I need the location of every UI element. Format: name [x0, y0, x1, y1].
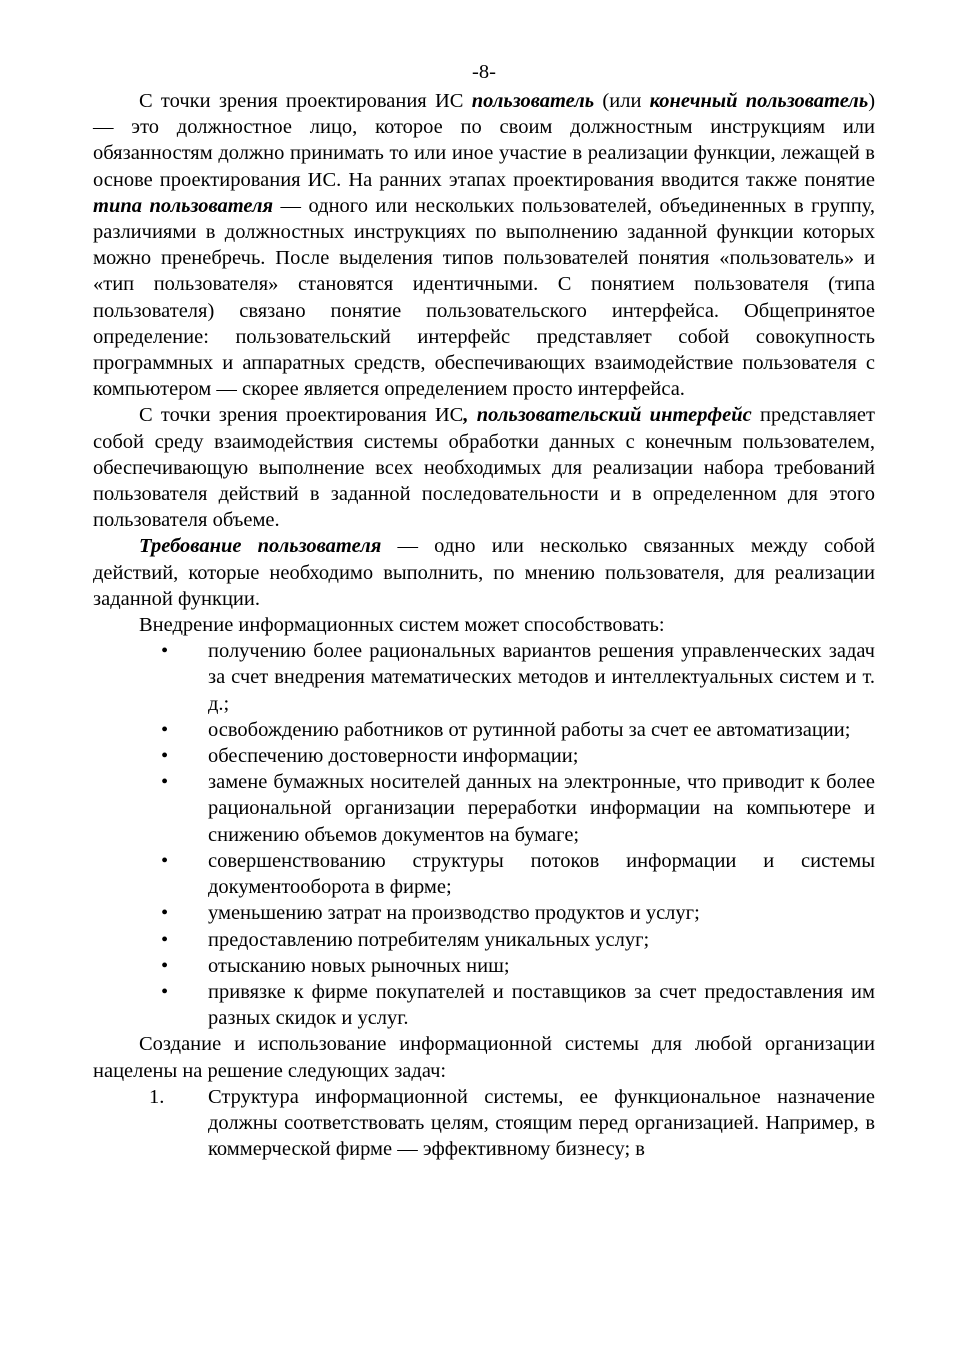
benefits-list	[93, 638, 875, 1031]
term-user-requirement: Требование пользователя	[139, 535, 382, 558]
list-item-text: получению более рациональных вариантов решения управленческих задач за счет внедрения математических методов и интеллектуальных систем и т. д.;	[208, 640, 875, 715]
page-number: -8-	[472, 61, 496, 83]
text: — одного или нескольких пользователей, объединенных в группу, различиями в должностных инструкциях по выполнению заданной функции которых можно пренебречь. После выделения типов пользователей понятия «пользователь» и «тип пользователя» становятся идентичными. С понятием пользователя (типа пользователя) связано понятие пользовательского интерфейса. Общепринятое определение: пользовательский интерфейс представляет собой совокупность программных и аппаратных средств, обеспечивающих взаимодействие пользователя с компьютером — скорее является определением просто интерфейса.	[93, 194, 875, 401]
text: С точки зрения проектирования ИС	[139, 404, 464, 427]
list-item	[93, 953, 875, 979]
list-item	[93, 848, 875, 900]
bullet-marker: •	[161, 954, 169, 977]
tasks-list	[93, 1084, 875, 1163]
text: С точки зрения проектирования ИС	[139, 90, 472, 112]
task-number: 1.	[149, 1085, 165, 1108]
list-item-text: привязке к фирме покупателей и поставщиков за счет предоставления им разных скидок и услуг.	[208, 980, 875, 1030]
list-item	[93, 717, 875, 743]
list-item-text: Структура информационной системы, ее функциональное назначение должны соответствовать целям, стоящим перед организацией. Например, в коммерческой фирме — эффективному бизнесу; в	[208, 1085, 875, 1161]
text: (или	[594, 90, 650, 112]
list-item-text: совершенствованию структуры потоков информации и системы документооборота в фирме;	[208, 849, 875, 899]
list-item	[93, 900, 875, 926]
bullet-marker: •	[161, 928, 169, 951]
list-item-text: предоставлению потребителям уникальных услуг;	[208, 928, 650, 951]
list-item	[93, 979, 875, 1031]
list-item	[93, 927, 875, 953]
list-item-text: отысканию новых рыночных ниш;	[208, 954, 510, 977]
document-page	[93, 56, 875, 1162]
paragraph-tasks-intro: Создание и использование информационной системы для любой организации нацелены на решение следующих задач:	[93, 1033, 875, 1082]
paragraph-benefits-intro: Внедрение информационных систем может способствовать:	[139, 614, 665, 637]
text: представляет собой среду взаимодействия системы обработки данных с конечным пользователем, обеспечивающую выполнение всех необходимых для реализации набора требований пользователя действий в заданной последовательности и в определенном для этого пользователя объеме.	[93, 404, 875, 532]
text: ) — это должностное лицо, которое по своим должностным инструкциям или обязанностям должно принимать то или иное участие в реализации функции, лежащей в основе проектирования ИС. На ранних этапах проектирования вводится также понятие	[93, 90, 876, 191]
list-item-text: освобождению работников от рутинной работы за счет ее автоматизации;	[208, 718, 851, 741]
paragraph-user-definition	[93, 88, 875, 402]
list-item	[93, 638, 875, 717]
bullet-marker: •	[161, 771, 169, 794]
text: — одно или несколько связанных между собой действий, которые необходимо выполнить, по мнению пользователя, для реализации заданной функции.	[93, 535, 875, 610]
list-item	[93, 769, 875, 848]
bullet-marker: •	[161, 849, 169, 872]
bullet-marker: •	[161, 718, 169, 741]
bullet-marker: •	[161, 745, 169, 768]
term-end-user: конечный пользователь	[649, 90, 869, 112]
list-item-text: замене бумажных носителей данных на электронные, что приводит к более рациональной организации переработки информации на компьютере и снижению объемов документов на бумаге;	[208, 771, 875, 846]
term-user-interface: , пользовательский интерфейс	[463, 404, 752, 427]
list-item-text: уменьшению затрат на производство продуктов и услуг;	[208, 902, 700, 925]
paragraph-user-requirement	[93, 533, 875, 612]
paragraph-user-interface	[93, 402, 875, 533]
list-item	[93, 743, 875, 769]
term-user-type: типа пользователя	[93, 194, 274, 217]
bullet-marker: •	[161, 980, 169, 1003]
list-item-text: обеспечению достоверности информации;	[208, 745, 579, 768]
term-user: пользователь	[471, 90, 595, 112]
bullet-marker: •	[161, 640, 169, 663]
list-item	[93, 1084, 875, 1163]
bullet-marker: •	[161, 902, 169, 925]
